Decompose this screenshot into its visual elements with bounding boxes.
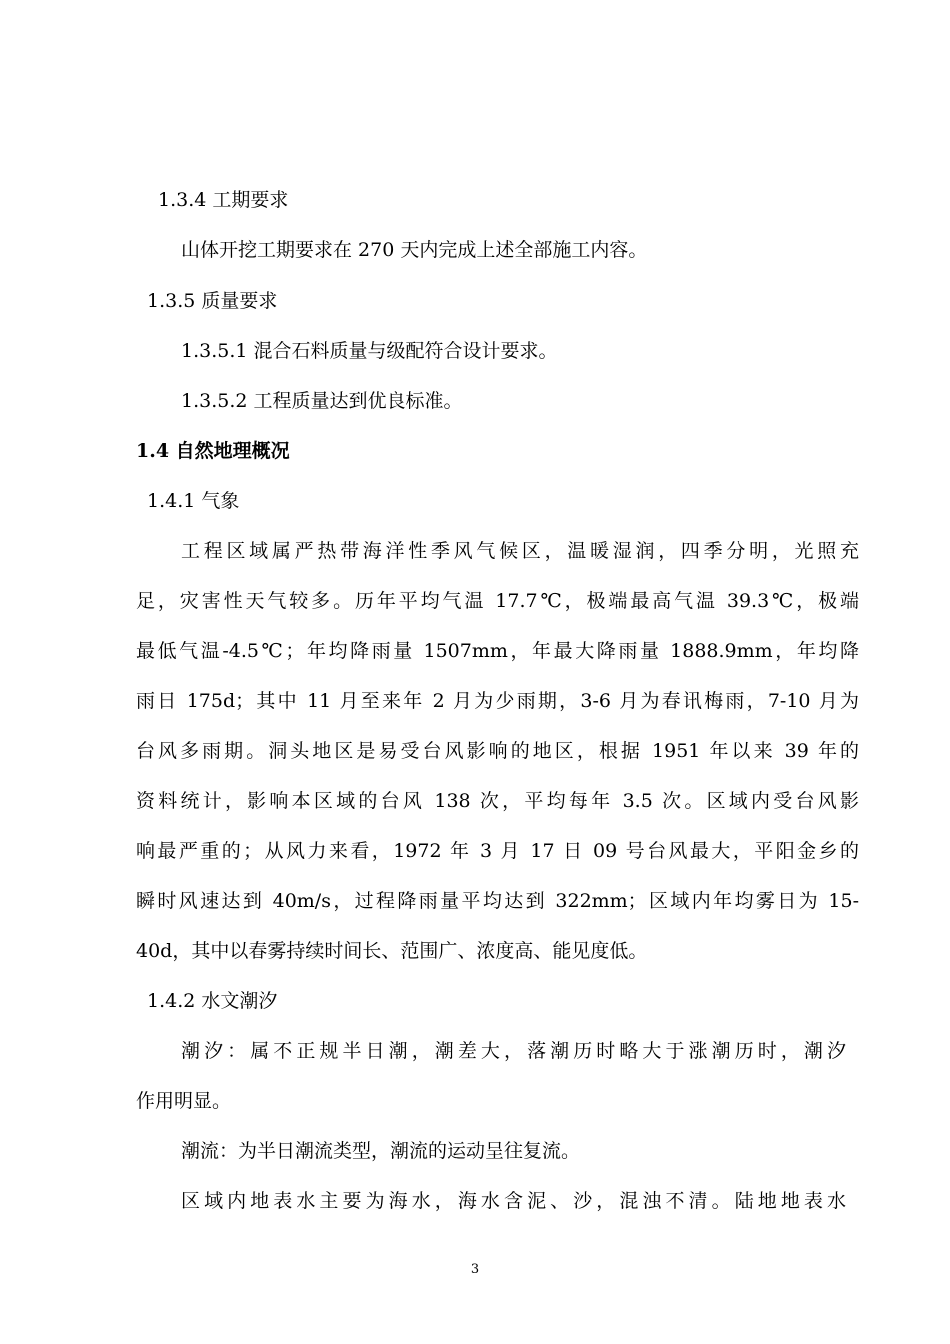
climate-line: 资料统计，影响本区域的台风 138 次，平均每年 3.5 次。区域内受台风影 (136, 790, 859, 812)
climate-line: 台风多雨期。洞头地区是易受台风影响的地区，根据 1951 年以来 39 年的 (136, 740, 859, 762)
climate-line: 最低气温-4.5℃；年均降雨量 1507mm，年最大降雨量 1888.9mm，年均降 (136, 640, 859, 662)
paragraph-1-3-5-1: 1.3.5.1 混合石料质量与级配符合设计要求。 (181, 340, 558, 362)
heading-1-4: 1.4 自然地理概况 (136, 440, 290, 462)
climate-line: 雨日 175d；其中 11 月至来年 2 月为少雨期，3-6 月为春讯梅雨，7-10 月为 (136, 690, 859, 712)
heading-1-3-5: 1.3.5 质量要求 (147, 290, 278, 312)
tidal-current-paragraph: 潮流：为半日潮流类型，潮流的运动呈往复流。 (181, 1140, 581, 1162)
tide-line: 作用明显。 (136, 1090, 232, 1112)
heading-1-3-4: 1.3.4 工期要求 (158, 189, 289, 211)
paragraph-schedule: 山体开挖工期要求在 270 天内完成上述全部施工内容。 (181, 239, 648, 261)
climate-line: 40d，其中以春雾持续时间长、范围广、浓度高、能见度低。 (136, 940, 648, 962)
tide-line: 潮汐：属不正规半日潮，潮差大，落潮历时略大于涨潮历时，潮汐 (181, 1040, 846, 1062)
climate-line: 足，灾害性天气较多。历年平均气温 17.7℃，极端最高气温 39.3℃，极端 (136, 590, 859, 612)
page-number: 3 (470, 1262, 480, 1277)
climate-line: 响最严重的；从风力来看，1972 年 3 月 17 日 09 号台风最大，平阳金乡的 (136, 840, 859, 862)
climate-line: 瞬时风速达到 40m/s，过程降雨量平均达到 322mm；区域内年均雾日为 15- (136, 890, 859, 912)
heading-1-4-2: 1.4.2 水文潮汐 (147, 990, 278, 1012)
surface-water-paragraph: 区域内地表水主要为海水，海水含泥、沙，混浊不清。陆地地表水 (181, 1190, 846, 1212)
climate-line: 工程区域属严热带海洋性季风气候区，温暖湿润，四季分明，光照充 (181, 540, 859, 562)
heading-1-4-1: 1.4.1 气象 (147, 490, 240, 512)
paragraph-1-3-5-2: 1.3.5.2 工程质量达到优良标准。 (181, 390, 463, 412)
